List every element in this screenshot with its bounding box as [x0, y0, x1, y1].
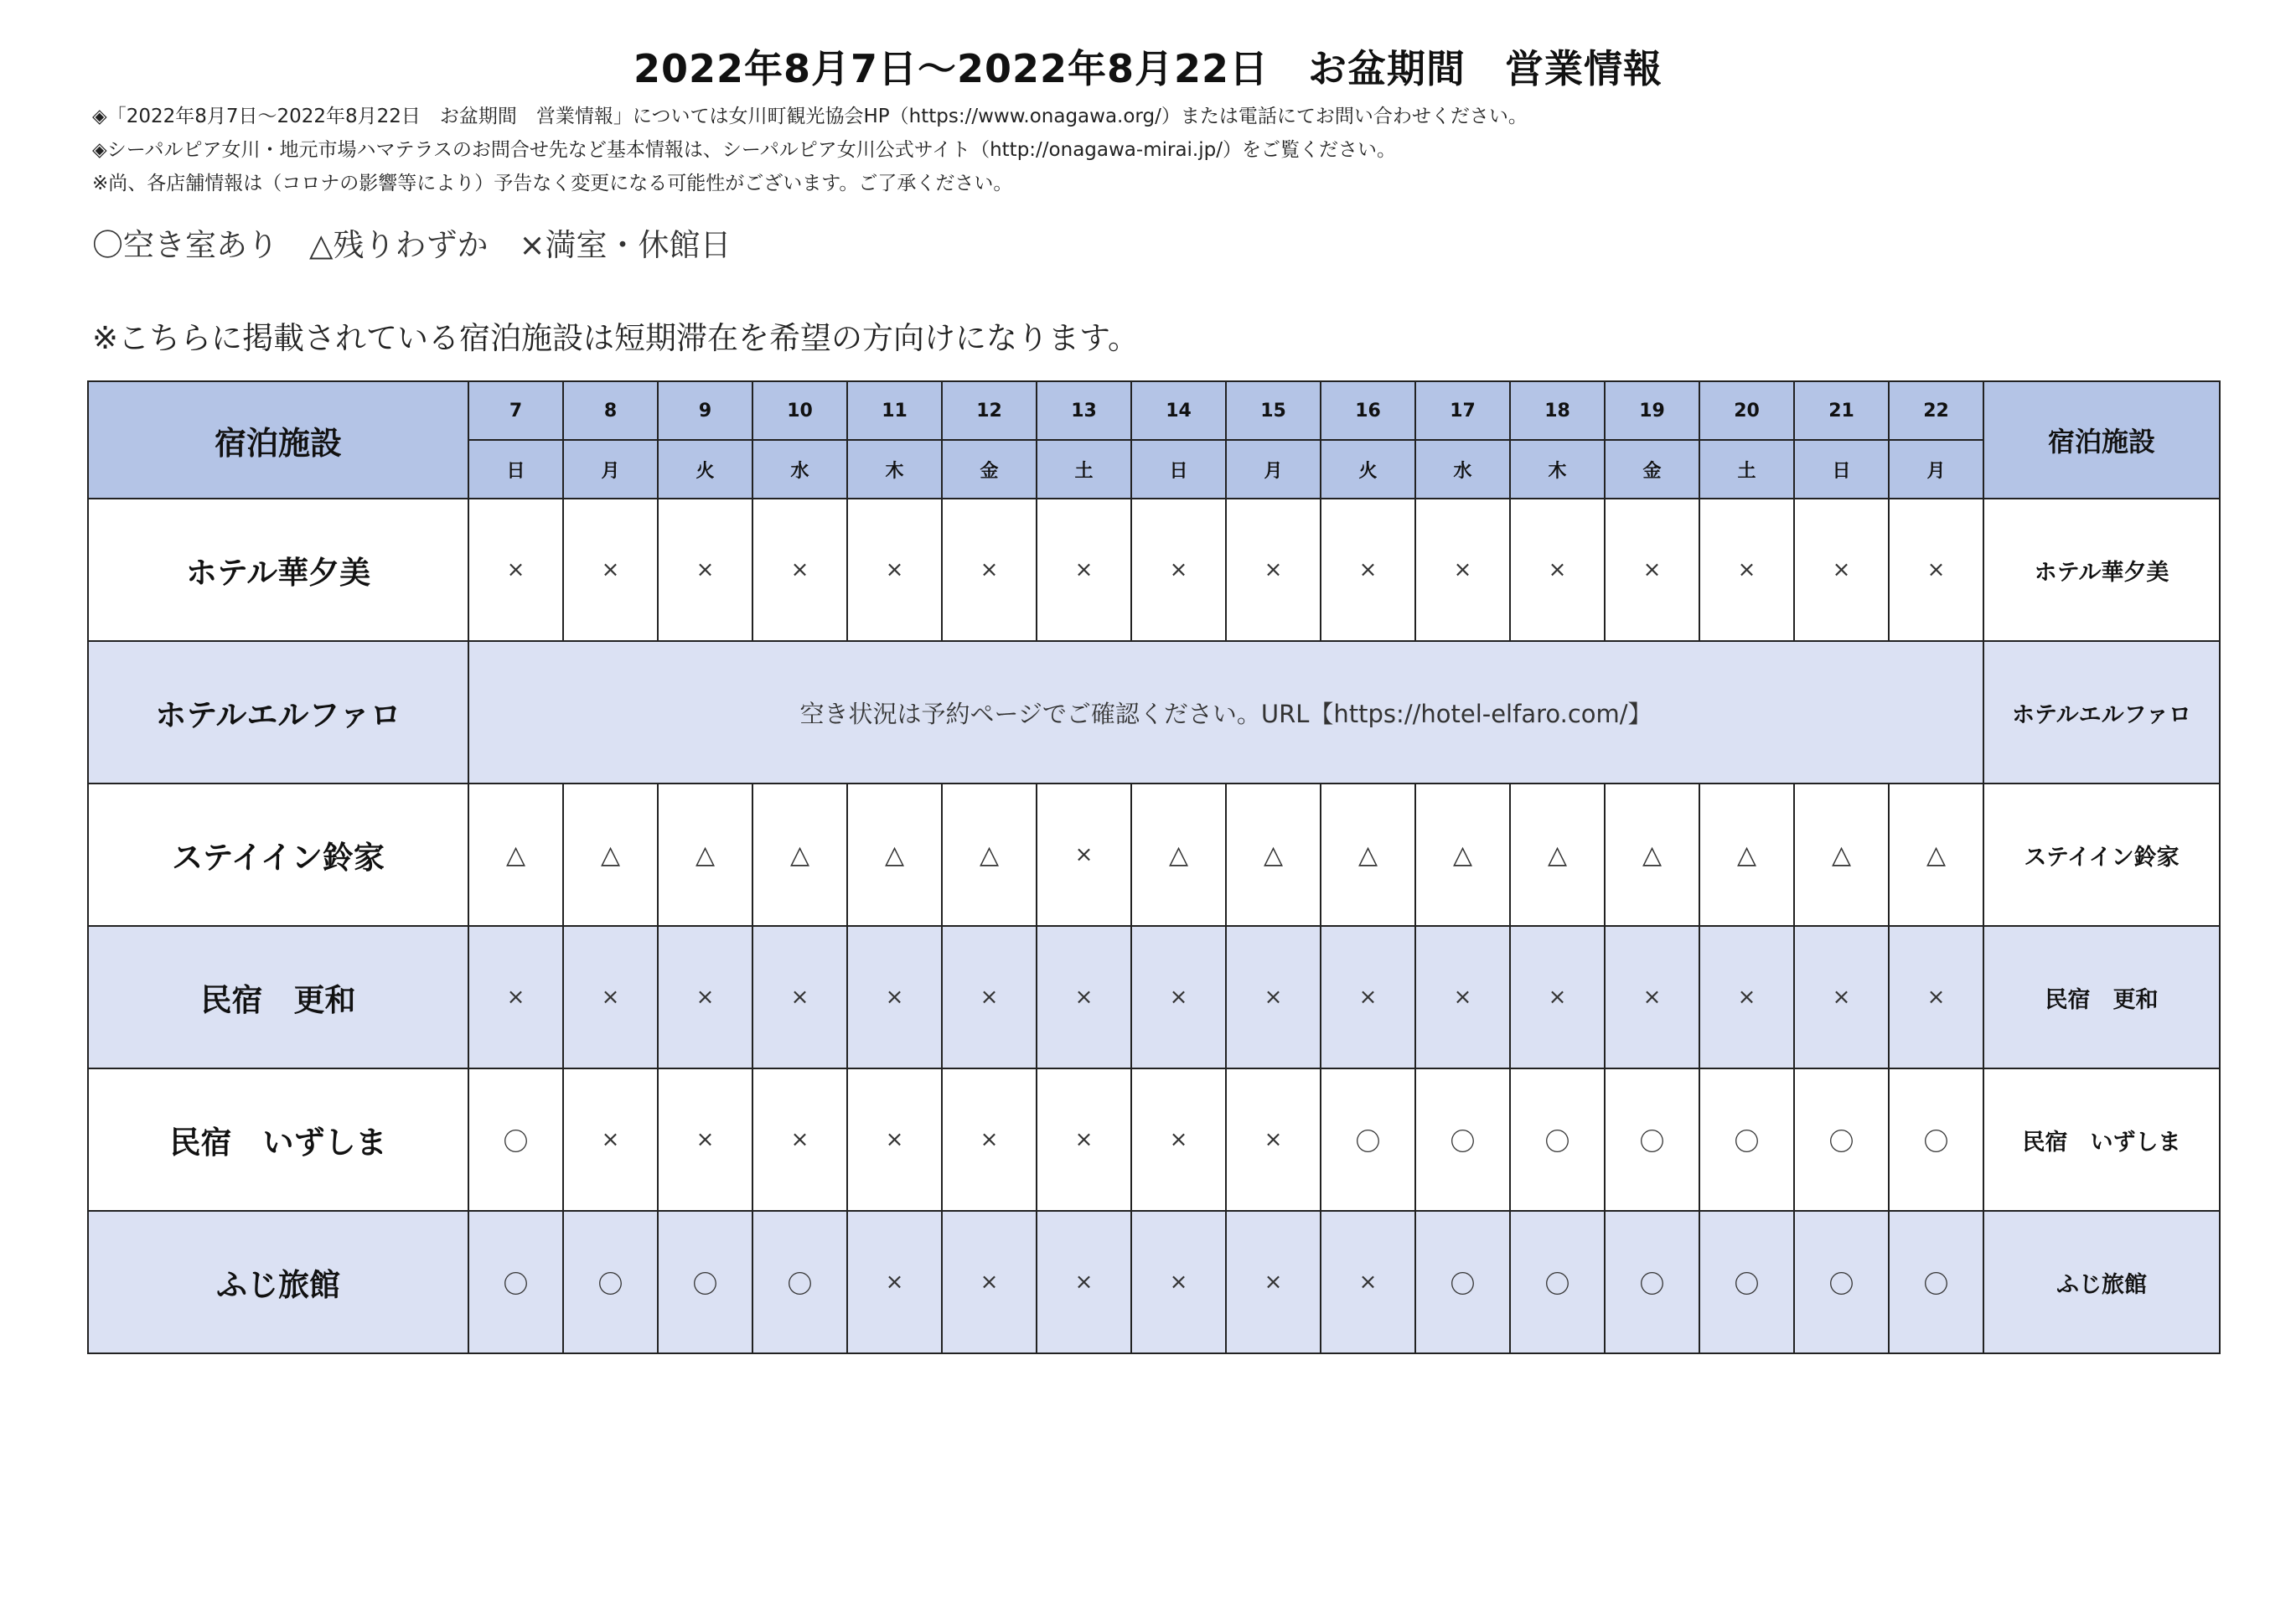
date-header: 9	[658, 381, 752, 440]
facility-name-right: 民宿 更和	[1983, 926, 2220, 1068]
availability-mark: ×	[1131, 926, 1226, 1068]
availability-mark: ×	[1226, 926, 1321, 1068]
availability-mark: ×	[752, 499, 847, 641]
weekday-header: 金	[1605, 440, 1699, 499]
availability-mark: △	[752, 784, 847, 926]
page-title: 2022年8月7日～2022年8月22日 お盆期間 営業情報	[633, 46, 1663, 91]
date-header: 17	[1415, 381, 1510, 440]
availability-mark: 〇	[468, 1068, 563, 1211]
availability-mark: ×	[752, 1068, 847, 1211]
facility-row	[88, 784, 2220, 926]
weekday-header: 木	[1510, 440, 1605, 499]
date-header: 18	[1510, 381, 1605, 440]
availability-mark: △	[468, 784, 563, 926]
availability-mark: ×	[1037, 499, 1131, 641]
availability-mark: ×	[942, 926, 1037, 1068]
availability-mark: △	[1794, 784, 1889, 926]
short-stay-caution: ※こちらに掲載されている宿泊施設は短期滞在を希望の方向けになります。	[92, 320, 1140, 356]
weekday-header: 火	[658, 440, 752, 499]
availability-mark: ×	[1037, 1068, 1131, 1211]
facility-name-right: ホテル華夕美	[1983, 499, 2220, 641]
weekday-header: 水	[752, 440, 847, 499]
availability-mark: ×	[752, 926, 847, 1068]
availability-mark: ×	[1605, 499, 1699, 641]
availability-mark: ×	[1037, 784, 1131, 926]
facility-row	[88, 1211, 2220, 1353]
availability-mark: 〇	[563, 1211, 658, 1353]
availability-mark: 〇	[1699, 1211, 1794, 1353]
facility-name: ホテル華夕美	[88, 499, 468, 641]
date-header: 22	[1889, 381, 1983, 440]
date-header: 21	[1794, 381, 1889, 440]
availability-mark: ×	[1226, 499, 1321, 641]
facility-name-right: 民宿 いずしま	[1983, 1068, 2220, 1211]
availability-mark: ×	[1321, 1211, 1415, 1353]
availability-mark: △	[658, 784, 752, 926]
availability-mark: ×	[658, 499, 752, 641]
availability-mark: ×	[563, 1068, 658, 1211]
date-header: 7	[468, 381, 563, 440]
availability-mark: ×	[847, 1211, 942, 1353]
availability-mark: 〇	[752, 1211, 847, 1353]
availability-mark: △	[1510, 784, 1605, 926]
facility-name: ふじ旅館	[88, 1211, 468, 1353]
note-basic-info: ◈シーパルピア女川・地元市場ハマテラスのお問合せ先など基本情報は、シーパルピア女川公式サイト（http://onagawa-mirai.jp/）をご覧ください。	[92, 139, 1396, 161]
availability-mark: ×	[1794, 499, 1889, 641]
weekday-header: 日	[1131, 440, 1226, 499]
weekday-header: 日	[1794, 440, 1889, 499]
availability-mark: ×	[847, 926, 942, 1068]
availability-mark: △	[563, 784, 658, 926]
weekday-header: 金	[942, 440, 1037, 499]
weekday-header: 火	[1321, 440, 1415, 499]
facility-name: 民宿 いずしま	[88, 1068, 468, 1211]
availability-mark: ×	[468, 499, 563, 641]
availability-mark: 〇	[1415, 1068, 1510, 1211]
availability-mark: ×	[1131, 1211, 1226, 1353]
date-header: 10	[752, 381, 847, 440]
note-change-disclaimer: ※尚、各店舗情報は（コロナの影響等により）予告なく変更になる可能性がございます。ご了承ください。	[92, 173, 1013, 194]
availability-mark: ×	[1321, 499, 1415, 641]
availability-message: 空き状況は予約ページでご確認ください。URL【https://hotel-elfaro.com/】	[468, 641, 1983, 784]
availability-mark: 〇	[658, 1211, 752, 1353]
availability-mark: ×	[1037, 926, 1131, 1068]
date-header: 20	[1699, 381, 1794, 440]
facility-name-right: ホテルエルファロ	[1983, 641, 2220, 784]
availability-mark: 〇	[1605, 1068, 1699, 1211]
date-header: 16	[1321, 381, 1415, 440]
facility-name-right: ステイイン鈴家	[1983, 784, 2220, 926]
date-header: 12	[942, 381, 1037, 440]
availability-mark: ×	[1889, 499, 1983, 641]
weekday-header: 土	[1037, 440, 1131, 499]
availability-mark: 〇	[1794, 1068, 1889, 1211]
availability-mark: ×	[1226, 1211, 1321, 1353]
weekday-header: 月	[563, 440, 658, 499]
weekday-header: 月	[1226, 440, 1321, 499]
availability-mark: △	[1131, 784, 1226, 926]
facility-name: 民宿 更和	[88, 926, 468, 1068]
availability-mark: ×	[1510, 926, 1605, 1068]
date-header: 13	[1037, 381, 1131, 440]
availability-mark: 〇	[468, 1211, 563, 1353]
availability-mark: △	[1226, 784, 1321, 926]
availability-mark: ×	[1321, 926, 1415, 1068]
availability-mark: ×	[1699, 926, 1794, 1068]
availability-mark: ×	[1699, 499, 1794, 641]
availability-mark: ×	[1794, 926, 1889, 1068]
availability-mark: ×	[563, 499, 658, 641]
availability-table	[87, 380, 2221, 1354]
availability-mark: ×	[1131, 499, 1226, 641]
availability-mark: ×	[1415, 499, 1510, 641]
weekday-header: 日	[468, 440, 563, 499]
availability-mark: ×	[658, 1068, 752, 1211]
availability-mark: ×	[1889, 926, 1983, 1068]
facility-row	[88, 926, 2220, 1068]
availability-mark: ×	[1510, 499, 1605, 641]
availability-mark: △	[1699, 784, 1794, 926]
weekday-header: 土	[1699, 440, 1794, 499]
availability-mark: 〇	[1321, 1068, 1415, 1211]
date-header: 14	[1131, 381, 1226, 440]
availability-mark: ×	[942, 1068, 1037, 1211]
availability-mark: △	[1415, 784, 1510, 926]
availability-mark: 〇	[1510, 1068, 1605, 1211]
availability-mark: ×	[942, 499, 1037, 641]
date-header: 11	[847, 381, 942, 440]
availability-mark: ×	[847, 1068, 942, 1211]
availability-mark: 〇	[1699, 1068, 1794, 1211]
facility-name: ホテルエルファロ	[88, 641, 468, 784]
availability-mark: ×	[1605, 926, 1699, 1068]
facility-name: ステイイン鈴家	[88, 784, 468, 926]
availability-mark: △	[1889, 784, 1983, 926]
availability-mark: △	[847, 784, 942, 926]
availability-mark: 〇	[1889, 1068, 1983, 1211]
availability-mark: 〇	[1510, 1211, 1605, 1353]
availability-mark: 〇	[1605, 1211, 1699, 1353]
facility-row	[88, 499, 2220, 641]
availability-mark: ×	[563, 926, 658, 1068]
availability-mark: 〇	[1889, 1211, 1983, 1353]
availability-mark: 〇	[1415, 1211, 1510, 1353]
availability-mark: ×	[1415, 926, 1510, 1068]
facility-row	[88, 641, 2220, 784]
date-header: 15	[1226, 381, 1321, 440]
availability-mark: ×	[658, 926, 752, 1068]
weekday-header: 月	[1889, 440, 1983, 499]
facility-header-right: 宿泊施設	[1983, 381, 2220, 499]
facility-header: 宿泊施設	[88, 381, 468, 499]
availability-mark: ×	[942, 1211, 1037, 1353]
availability-mark: 〇	[1794, 1211, 1889, 1353]
facility-name-right: ふじ旅館	[1983, 1211, 2220, 1353]
availability-mark: △	[942, 784, 1037, 926]
availability-mark: ×	[1131, 1068, 1226, 1211]
availability-mark: △	[1321, 784, 1415, 926]
availability-legend: 〇空き室あり △残りわずか ×満室・休館日	[92, 227, 732, 263]
availability-mark: ×	[1226, 1068, 1321, 1211]
availability-mark: ×	[468, 926, 563, 1068]
weekday-header: 木	[847, 440, 942, 499]
note-inquiry: ◈「2022年8月7日～2022年8月22日 お盆期間 営業情報」については女川町観光協会HP（https://www.onagawa.org/）または電話にてお問い合わせください。	[92, 106, 1528, 127]
date-header: 8	[563, 381, 658, 440]
facility-row	[88, 1068, 2220, 1211]
availability-mark: △	[1605, 784, 1699, 926]
weekday-header: 水	[1415, 440, 1510, 499]
availability-mark: ×	[1037, 1211, 1131, 1353]
availability-mark: ×	[847, 499, 942, 641]
date-header: 19	[1605, 381, 1699, 440]
